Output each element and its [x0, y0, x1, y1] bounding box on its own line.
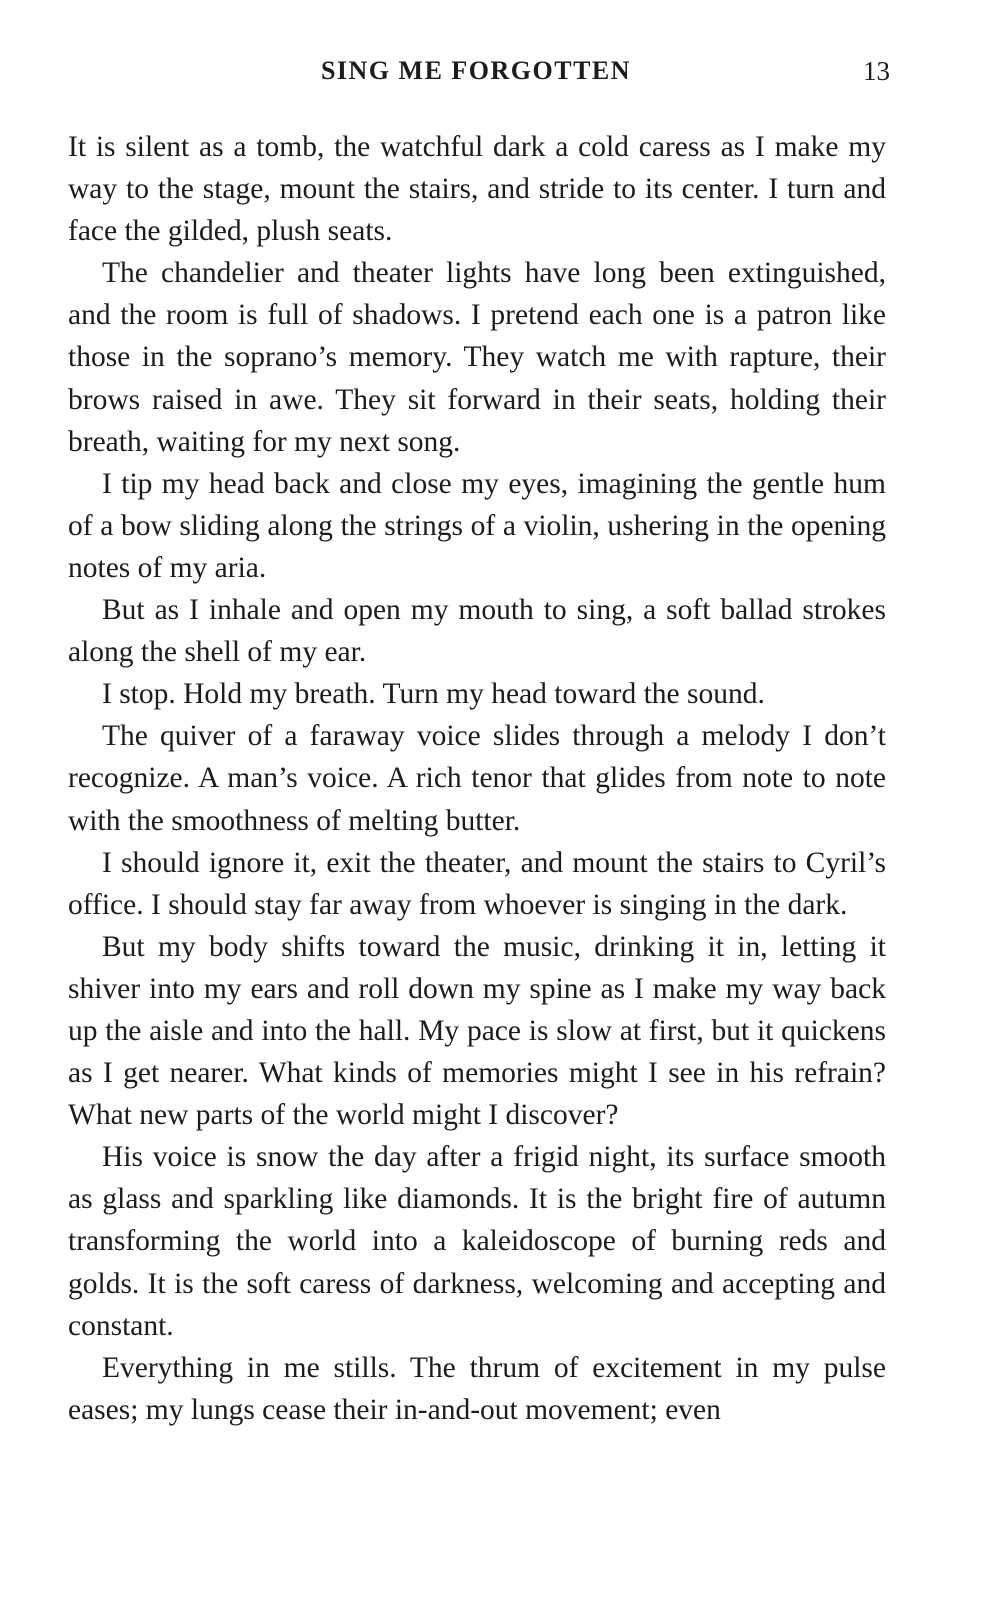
paragraph: I should ignore it, exit the theater, and mount the stairs to Cyril’s office. I should stay far away from whoever is singing in the dark. [68, 846, 886, 921]
paragraph: It is silent as a tomb, the watchful dark a cold caress as I make my way to the stage, mount the stairs, and stride to its center. I turn and face the gilded, plush seats. [68, 131, 886, 248]
paragraph: But as I inhale and open my mouth to sing, a soft ballad strokes along the shell of my ear. [68, 594, 886, 669]
paragraph: I stop. Hold my breath. Turn my head toward the sound. [102, 678, 765, 711]
running-header [68, 56, 890, 96]
paragraph: The chandelier and theater lights have long been extinguished, and the room is full of shadows. I pretend each one is a patron like those in the soprano’s memory. They watch me with rapture, their brows raised in awe. They sit forward in their seats, holding their breath, waiting for my next song. [68, 257, 886, 458]
paragraph: I tip my head back and close my eyes, imagining the gentle hum of a bow sliding along the strings of a violin, ushering in the opening notes of my aria. [68, 467, 886, 584]
body-text [68, 126, 886, 1431]
paragraph: But my body shifts toward the music, drinking it in, letting it shiver into my ears and roll down my spine as I make my way back up the aisle and into the hall. My pace is slow at first, but it quickens as I get nearer. What kinds of memories might I see in his refrain? What new parts of the world might I discover? [68, 930, 886, 1132]
page-number: 13 [863, 56, 890, 86]
paragraph: Everything in me stills. The thrum of excitement in my pulse eases; my lungs cease their in-and-out movement; even [68, 1351, 886, 1426]
running-title: SING ME FORGOTTEN [320, 56, 632, 85]
paragraph: His voice is snow the day after a frigid night, its surface smooth as glass and sparkling like diamonds. It is the bright fire of autumn transforming the world into a kaleidoscope of burning reds and golds. It is the soft caress of darkness, welcoming and accepting and constant. [68, 1141, 886, 1342]
paragraph: The quiver of a faraway voice slides through a melody I don’t recognize. A man’s voice. A rich tenor that glides from note to note with the smoothness of melting butter. [68, 720, 886, 837]
